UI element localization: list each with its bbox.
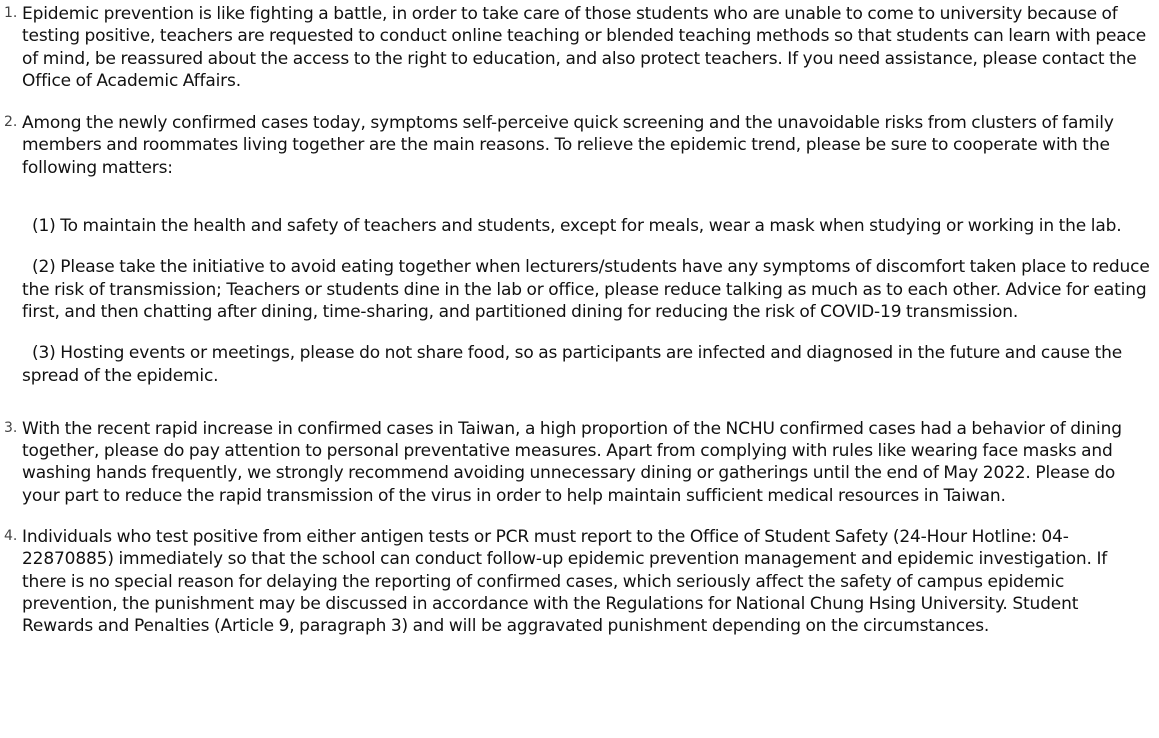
item-text: With the recent rapid increase in confirmed cases in Taiwan, a high proportion of the NCHU confirmed cases had a behavior of dining together, please do pay attention to personal preventative measures. Apart from complying with rules like wearing face masks and washing hands frequently, we strongly recommend avoiding unnecessary dining or gatherings until the end of May 2022. Please do your part to reduce the rapid transmission of the virus in order to help maintain sufficient medical resources in Taiwan.: [22, 418, 1122, 506]
list-item: [4, 112, 1151, 387]
item-text: Epidemic prevention is like fighting a battle, in order to take care of those students who are unable to come to university because of testing positive, teachers are requested to conduct online teaching or blended teaching methods so that students can learn with peace of mind, be reassured about the access to the right to education, and also protect teachers. If you need assistance, please contact the Office of Academic Affairs.: [22, 4, 1147, 91]
item-text: Among the newly confirmed cases today, symptoms self-perceive quick screening and the unavoidable risks from clusters of family members and roommates living together are the main reasons. To relieve the epidemic trend, please be sure to cooperate with the following matters:: [22, 113, 1114, 178]
list-item: [4, 418, 1151, 507]
item-number: 2.: [4, 114, 18, 131]
list-item: [4, 526, 1151, 637]
item-number: 1.: [4, 5, 18, 21]
item-number: 3.: [4, 419, 18, 436]
item-number: 4.: [4, 528, 18, 545]
item-text: Individuals who test positive from either antigen tests or PCR must report to the Office of Student Safety (24-Hour Hotline: 04-22870885) immediately so that the school can conduct follow-up epidemic prevention management and epidemic investigation. If there is no special reason for delaying the reporting of confirmed cases, which seriously affect the safety of campus epidemic prevention, the punishment may be discussed in accordance with the Regulations for National Chung Hsing University. Student Rewards and Penalties (Article 9, paragraph 3) and will be aggravated punishment depending on the circumstances.: [22, 527, 1108, 637]
list-item: [4, 3, 1151, 92]
sub-item: (3) Hosting events or meetings, please do not share food, so as participants are infected and diagnosed in the future and cause the spread of the epidemic.: [22, 343, 1123, 386]
sub-item: (1) To maintain the health and safety of teachers and students, except for meals, wear a mask when studying or working in the lab.: [32, 216, 1122, 237]
sub-item: (2) Please take the initiative to avoid eating together when lecturers/students have any symptoms of discomfort taken place to reduce the risk of transmission; Teachers or students dine in the lab or office, please reduce talking as much as to each other. Advice for eating first, and then chatting after dining, time-sharing, and partitioned dining for reducing the risk of COVID-19 transmission.: [22, 257, 1150, 322]
